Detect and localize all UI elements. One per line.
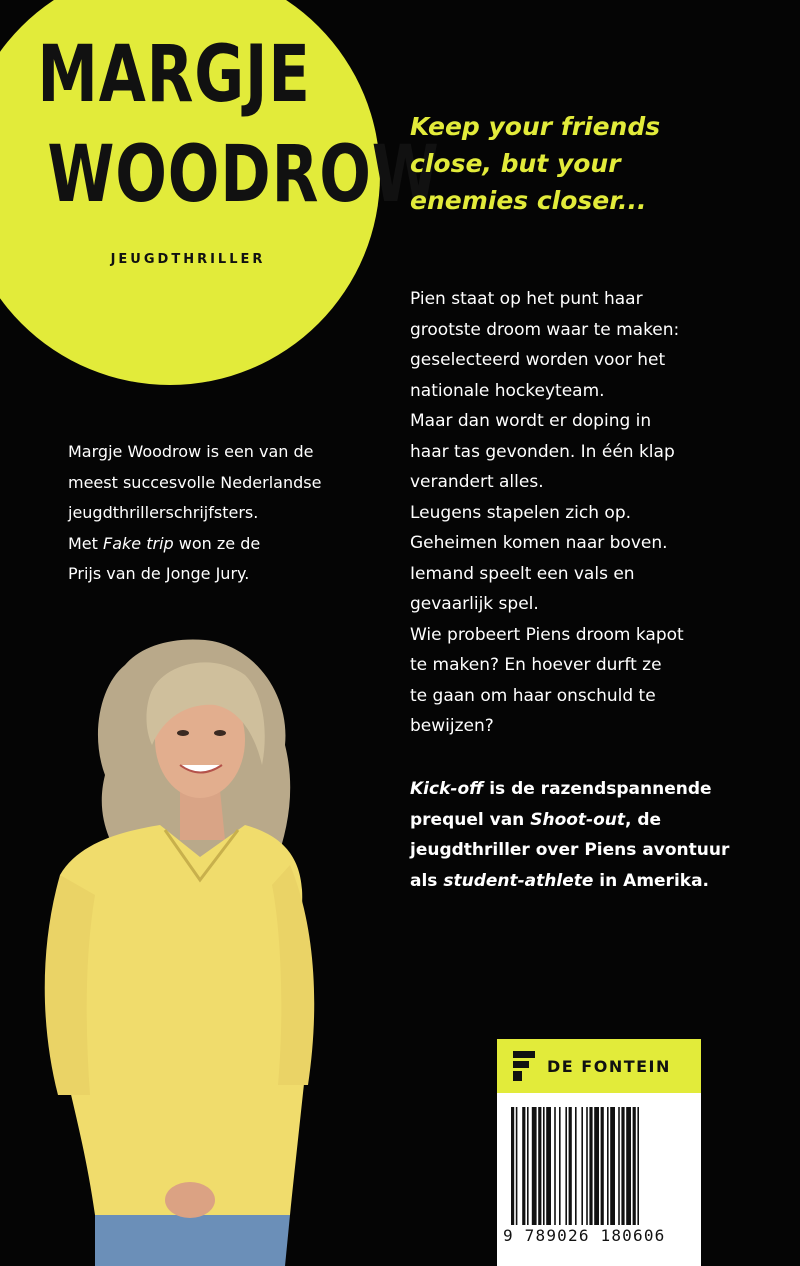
promo-line: jeugdthriller over Piens avontuur <box>410 840 730 860</box>
genre-label: JEUGDTHRILLER <box>110 252 266 267</box>
barcode-bar <box>621 1107 624 1225</box>
book-title: Kick-off <box>410 779 484 799</box>
fontein-logo-icon <box>513 1051 535 1081</box>
author-photo <box>40 625 330 1266</box>
author-first-name: MARGJE <box>37 30 311 120</box>
blurb-line: grootste droom waar te maken: <box>410 319 680 340</box>
blurb-line: gevaarlijk spel. <box>410 594 539 614</box>
isbn-number: 9 789026 180606 <box>503 1226 666 1245</box>
promo-text-part: is de razendspannende <box>483 779 712 799</box>
tagline-line: enemies closer... <box>410 186 647 215</box>
award-book-title: Fake trip <box>103 533 174 553</box>
promo-text <box>410 774 760 896</box>
barcode-bar <box>532 1107 537 1225</box>
barcode-bar <box>601 1107 604 1225</box>
blurb-line: Maar dan wordt er doping in <box>410 411 652 431</box>
promo-text-part: , de <box>625 809 662 830</box>
author-bio <box>68 437 388 590</box>
barcode-bar <box>581 1107 583 1225</box>
barcode-bar <box>538 1107 541 1225</box>
bio-line <box>68 529 388 560</box>
blurb-line: te maken? En hoever durft ze <box>410 655 662 675</box>
blurb-line: verandert alles. <box>410 472 544 492</box>
promo-text-part: prequel van <box>410 809 531 830</box>
promo-text-part: als <box>410 870 444 891</box>
barcode-bar <box>511 1107 514 1225</box>
blurb-line: Pien staat op het punt haar <box>410 289 643 309</box>
barcode-bar <box>610 1107 615 1225</box>
publisher-name: DE FONTEIN <box>547 1056 671 1076</box>
author-last-name: WOODROW <box>47 130 440 220</box>
barcode-bar <box>607 1107 609 1225</box>
barcode-bar <box>569 1107 572 1225</box>
barcode <box>497 1093 701 1266</box>
publisher-band <box>497 1039 701 1093</box>
tagline-line: Keep your friends <box>410 112 661 141</box>
barcode-bar <box>637 1107 639 1225</box>
blurb-line: te gaan om haar onschuld te <box>410 685 656 706</box>
bio-text-part: Met <box>68 533 104 553</box>
barcode-bars <box>511 1107 687 1225</box>
barcode-bar <box>522 1107 525 1225</box>
blurb-line: Iemand speelt een vals en <box>410 563 635 584</box>
bio-line: Margje Woodrow is een van de <box>68 442 314 461</box>
blurb-line: Geheimen komen naar boven. <box>410 533 668 553</box>
barcode-bar <box>575 1107 577 1225</box>
tagline-line: close, but your <box>410 149 621 178</box>
barcode-bar <box>594 1107 599 1225</box>
blurb-line: geselecteerd worden voor het <box>410 350 666 370</box>
blurb <box>410 284 750 742</box>
barcode-bar <box>586 1107 588 1225</box>
bio-text-part: won ze de <box>173 533 261 553</box>
tagline <box>410 108 740 219</box>
barcode-bar <box>546 1107 551 1225</box>
barcode-bar <box>633 1107 636 1225</box>
barcode-bar <box>626 1107 631 1225</box>
bio-line: jeugdthrillerschrijfsters. <box>68 503 259 522</box>
barcode-bar <box>618 1107 620 1225</box>
promo-line <box>410 866 760 897</box>
promo-text-part: in Amerika. <box>593 870 710 891</box>
barcode-bar <box>554 1107 556 1225</box>
barcode-bar <box>516 1107 518 1225</box>
sequel-title: Shoot-out <box>530 809 626 830</box>
barcode-bar <box>543 1107 545 1225</box>
blurb-line: nationale hockeyteam. <box>410 380 605 401</box>
barcode-bar <box>527 1107 529 1225</box>
barcode-bar <box>559 1107 561 1225</box>
bio-line: meest succesvolle Nederlandse <box>68 472 322 492</box>
promo-emphasis: student-athlete <box>443 870 594 891</box>
blurb-line: bewijzen? <box>410 716 494 736</box>
promo-line <box>410 805 760 836</box>
blurb-line: Wie probeert Piens droom kapot <box>410 624 684 645</box>
blurb-line: Leugens stapelen zich op. <box>410 502 632 523</box>
bio-line: Prijs van de Jonge Jury. <box>68 564 250 583</box>
promo-line <box>410 774 760 805</box>
barcode-bar <box>565 1107 567 1225</box>
barcode-bar <box>589 1107 592 1225</box>
blurb-line: haar tas gevonden. In één klap <box>410 441 675 462</box>
